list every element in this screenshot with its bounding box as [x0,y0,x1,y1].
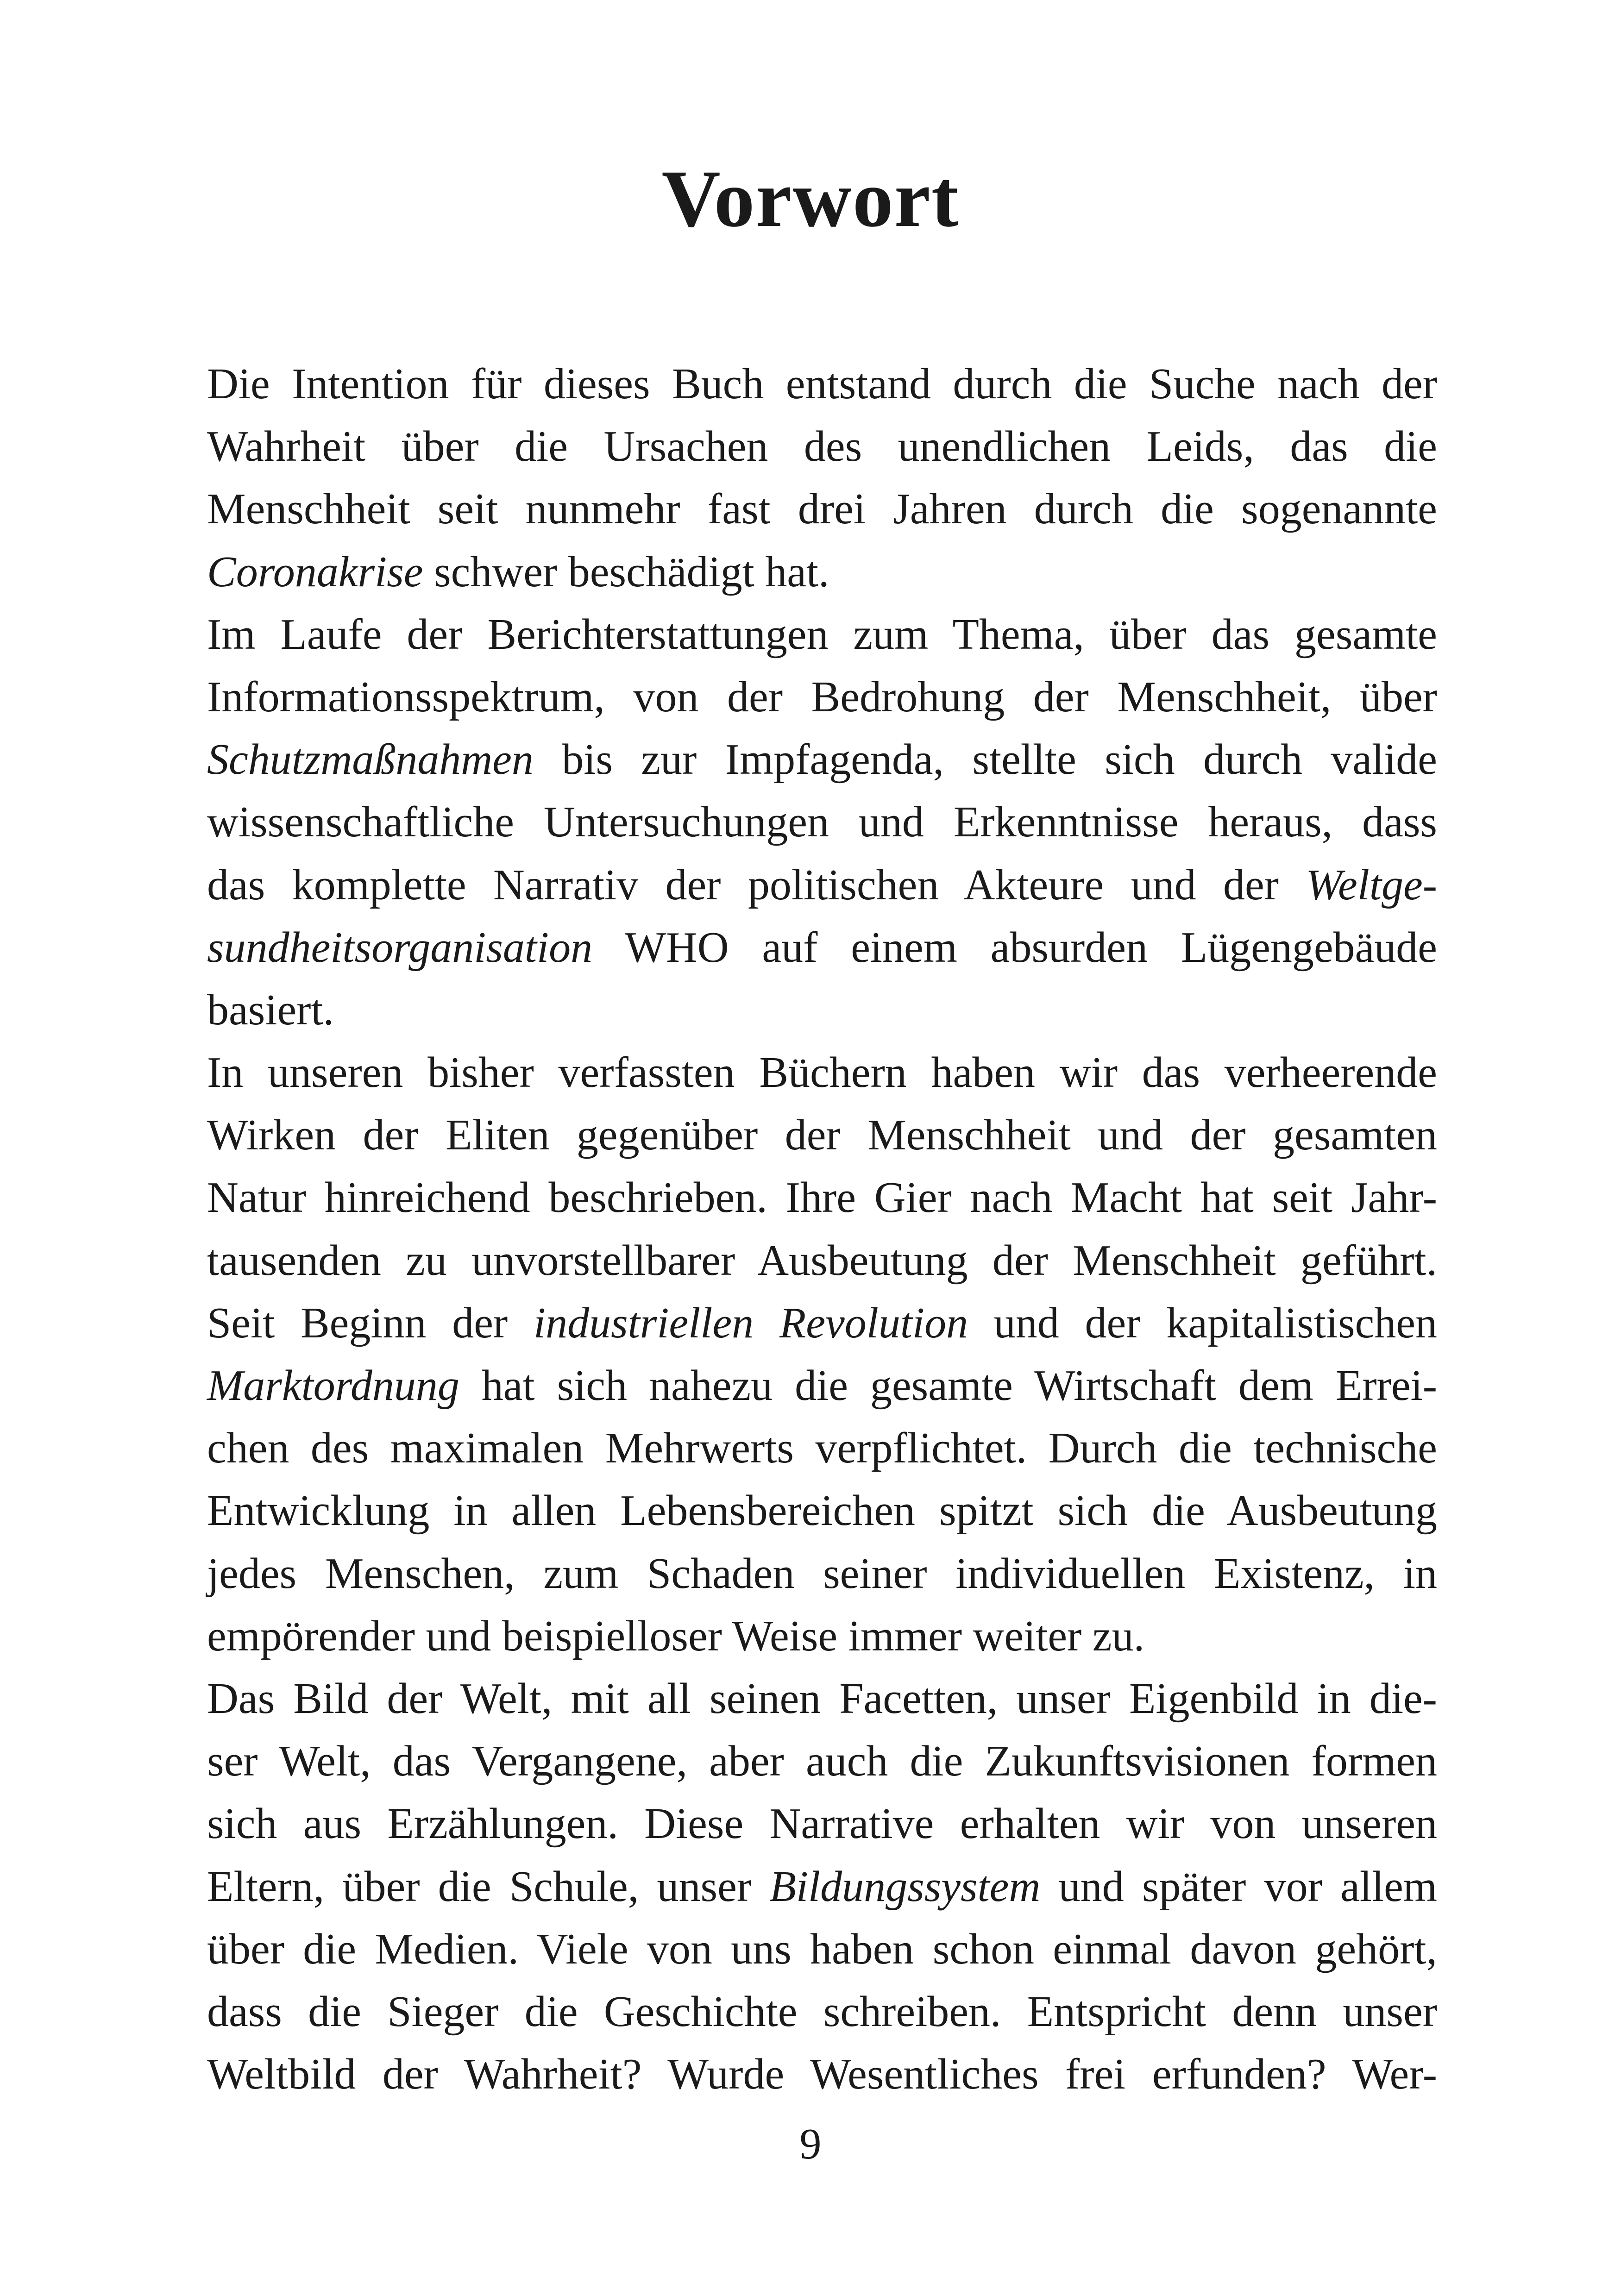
italic-text: Coronakrise [207,547,423,596]
text-line [207,2043,1437,2106]
text-line [207,728,1437,791]
text-segment: schwer beschädigt hat. [423,547,829,596]
text-segment: In unseren bisher verfassten Büchern haben wir das verheerende [207,1048,1437,1097]
text-segment: Entwicklung in allen Lebensbereichen spitzt sich die Ausbeutung [207,1487,1437,1535]
text-line [207,541,1437,603]
text-line [207,666,1437,728]
text-segment: Natur hinreichend beschrieben. Ihre Gier nach Macht hat seit Jahr- [207,1173,1437,1222]
text-line [207,791,1437,853]
text-segment: bis zur Impfagenda, stellte sich durch valide [533,735,1437,784]
text-line [207,1981,1437,2043]
text-segment: Das Bild der Welt, mit all seinen Facetten, unser Eigenbild in die- [207,1674,1437,1723]
text-segment: Informationsspektrum, von der Bedrohung der Menschheit, über [207,672,1437,721]
text-line [207,478,1437,540]
text-line [207,1355,1437,1417]
chapter-title: Vorwort [661,154,960,244]
text-segment: basiert. [207,985,334,1034]
text-segment: Die Intention für dieses Buch entstand durch die Suche nach der [207,360,1437,408]
text-line [207,1605,1437,1668]
text-segment: Eltern, über die Schule, unser [207,1862,770,1911]
text-segment: jedes Menschen, zum Schaden seiner individuellen Existenz, in [207,1549,1437,1598]
text-line [207,1480,1437,1542]
text-segment: sich aus Erzählungen. Diese Narrative erhalten wir von unseren [207,1800,1437,1848]
body-text [207,353,1437,2106]
italic-text: industriellen Revolution [533,1299,968,1347]
text-line [207,854,1437,916]
text-line [207,1918,1437,1981]
italic-text: Weltge- [1306,860,1437,909]
text-segment: dass die Sieger die Geschichte schreiben. Entspricht denn unser [207,1987,1437,2036]
italic-text: sundheitsorganisation [207,923,593,972]
text-segment: Wirken der Eliten gegenüber der Menschheit und der gesamten [207,1111,1437,1160]
text-line [207,1041,1437,1104]
text-line [207,1543,1437,1605]
text-segment: chen des maximalen Mehrwerts verpflichtet. Durch die technische [207,1424,1437,1473]
text-segment: wissenschaftliche Untersuchungen und Erkenntnisse heraus, dass [207,798,1437,847]
text-segment: hat sich nahezu die gesamte Wirtschaft dem Errei- [459,1361,1437,1410]
italic-text: Bildungssystem [769,1862,1041,1911]
text-line [207,979,1437,1041]
page-number: 9 [799,2120,822,2168]
text-line [207,1856,1437,1918]
text-line [207,1730,1437,1793]
italic-text: Marktordnung [207,1361,459,1410]
text-segment: Wahrheit über die Ursachen des unendlichen Leids, das die [207,422,1437,471]
text-segment: tausenden zu unvorstellbarer Ausbeutung der Menschheit geführt. [207,1236,1437,1285]
text-segment: WHO auf einem absurden Lügengebäude [592,923,1437,972]
text-line [207,1417,1437,1480]
text-segment: und der kapitalistischen [968,1299,1437,1347]
text-segment: Seit Beginn der [207,1299,534,1347]
text-line [207,353,1437,415]
text-line [207,1668,1437,1730]
text-line [207,916,1437,979]
text-line [207,1230,1437,1292]
text-segment: das komplette Narrativ der politischen Akteure und der [207,860,1306,909]
text-segment: über die Medien. Viele von uns haben schon einmal davon gehört, [207,1925,1437,1973]
text-segment: Menschheit seit nunmehr fast drei Jahren durch die sogenannte [207,485,1437,533]
text-segment: Im Laufe der Berichterstattungen zum Thema, über das gesamte [207,610,1437,659]
text-segment: und später vor allem [1040,1862,1438,1911]
text-line [207,415,1437,478]
italic-text: Schutzmaßnahmen [207,735,534,784]
text-segment: ser Welt, das Vergangene, aber auch die Zukunftsvisionen formen [207,1737,1437,1786]
text-segment: empörender und beispielloser Weise immer weiter zu. [207,1612,1145,1660]
text-line [207,603,1437,666]
text-line [207,1104,1437,1167]
text-line [207,1167,1437,1229]
text-segment: Weltbild der Wahrheit? Wurde Wesentliches frei erfunden? Wer- [207,2050,1437,2099]
text-line [207,1292,1437,1355]
text-line [207,1793,1437,1855]
